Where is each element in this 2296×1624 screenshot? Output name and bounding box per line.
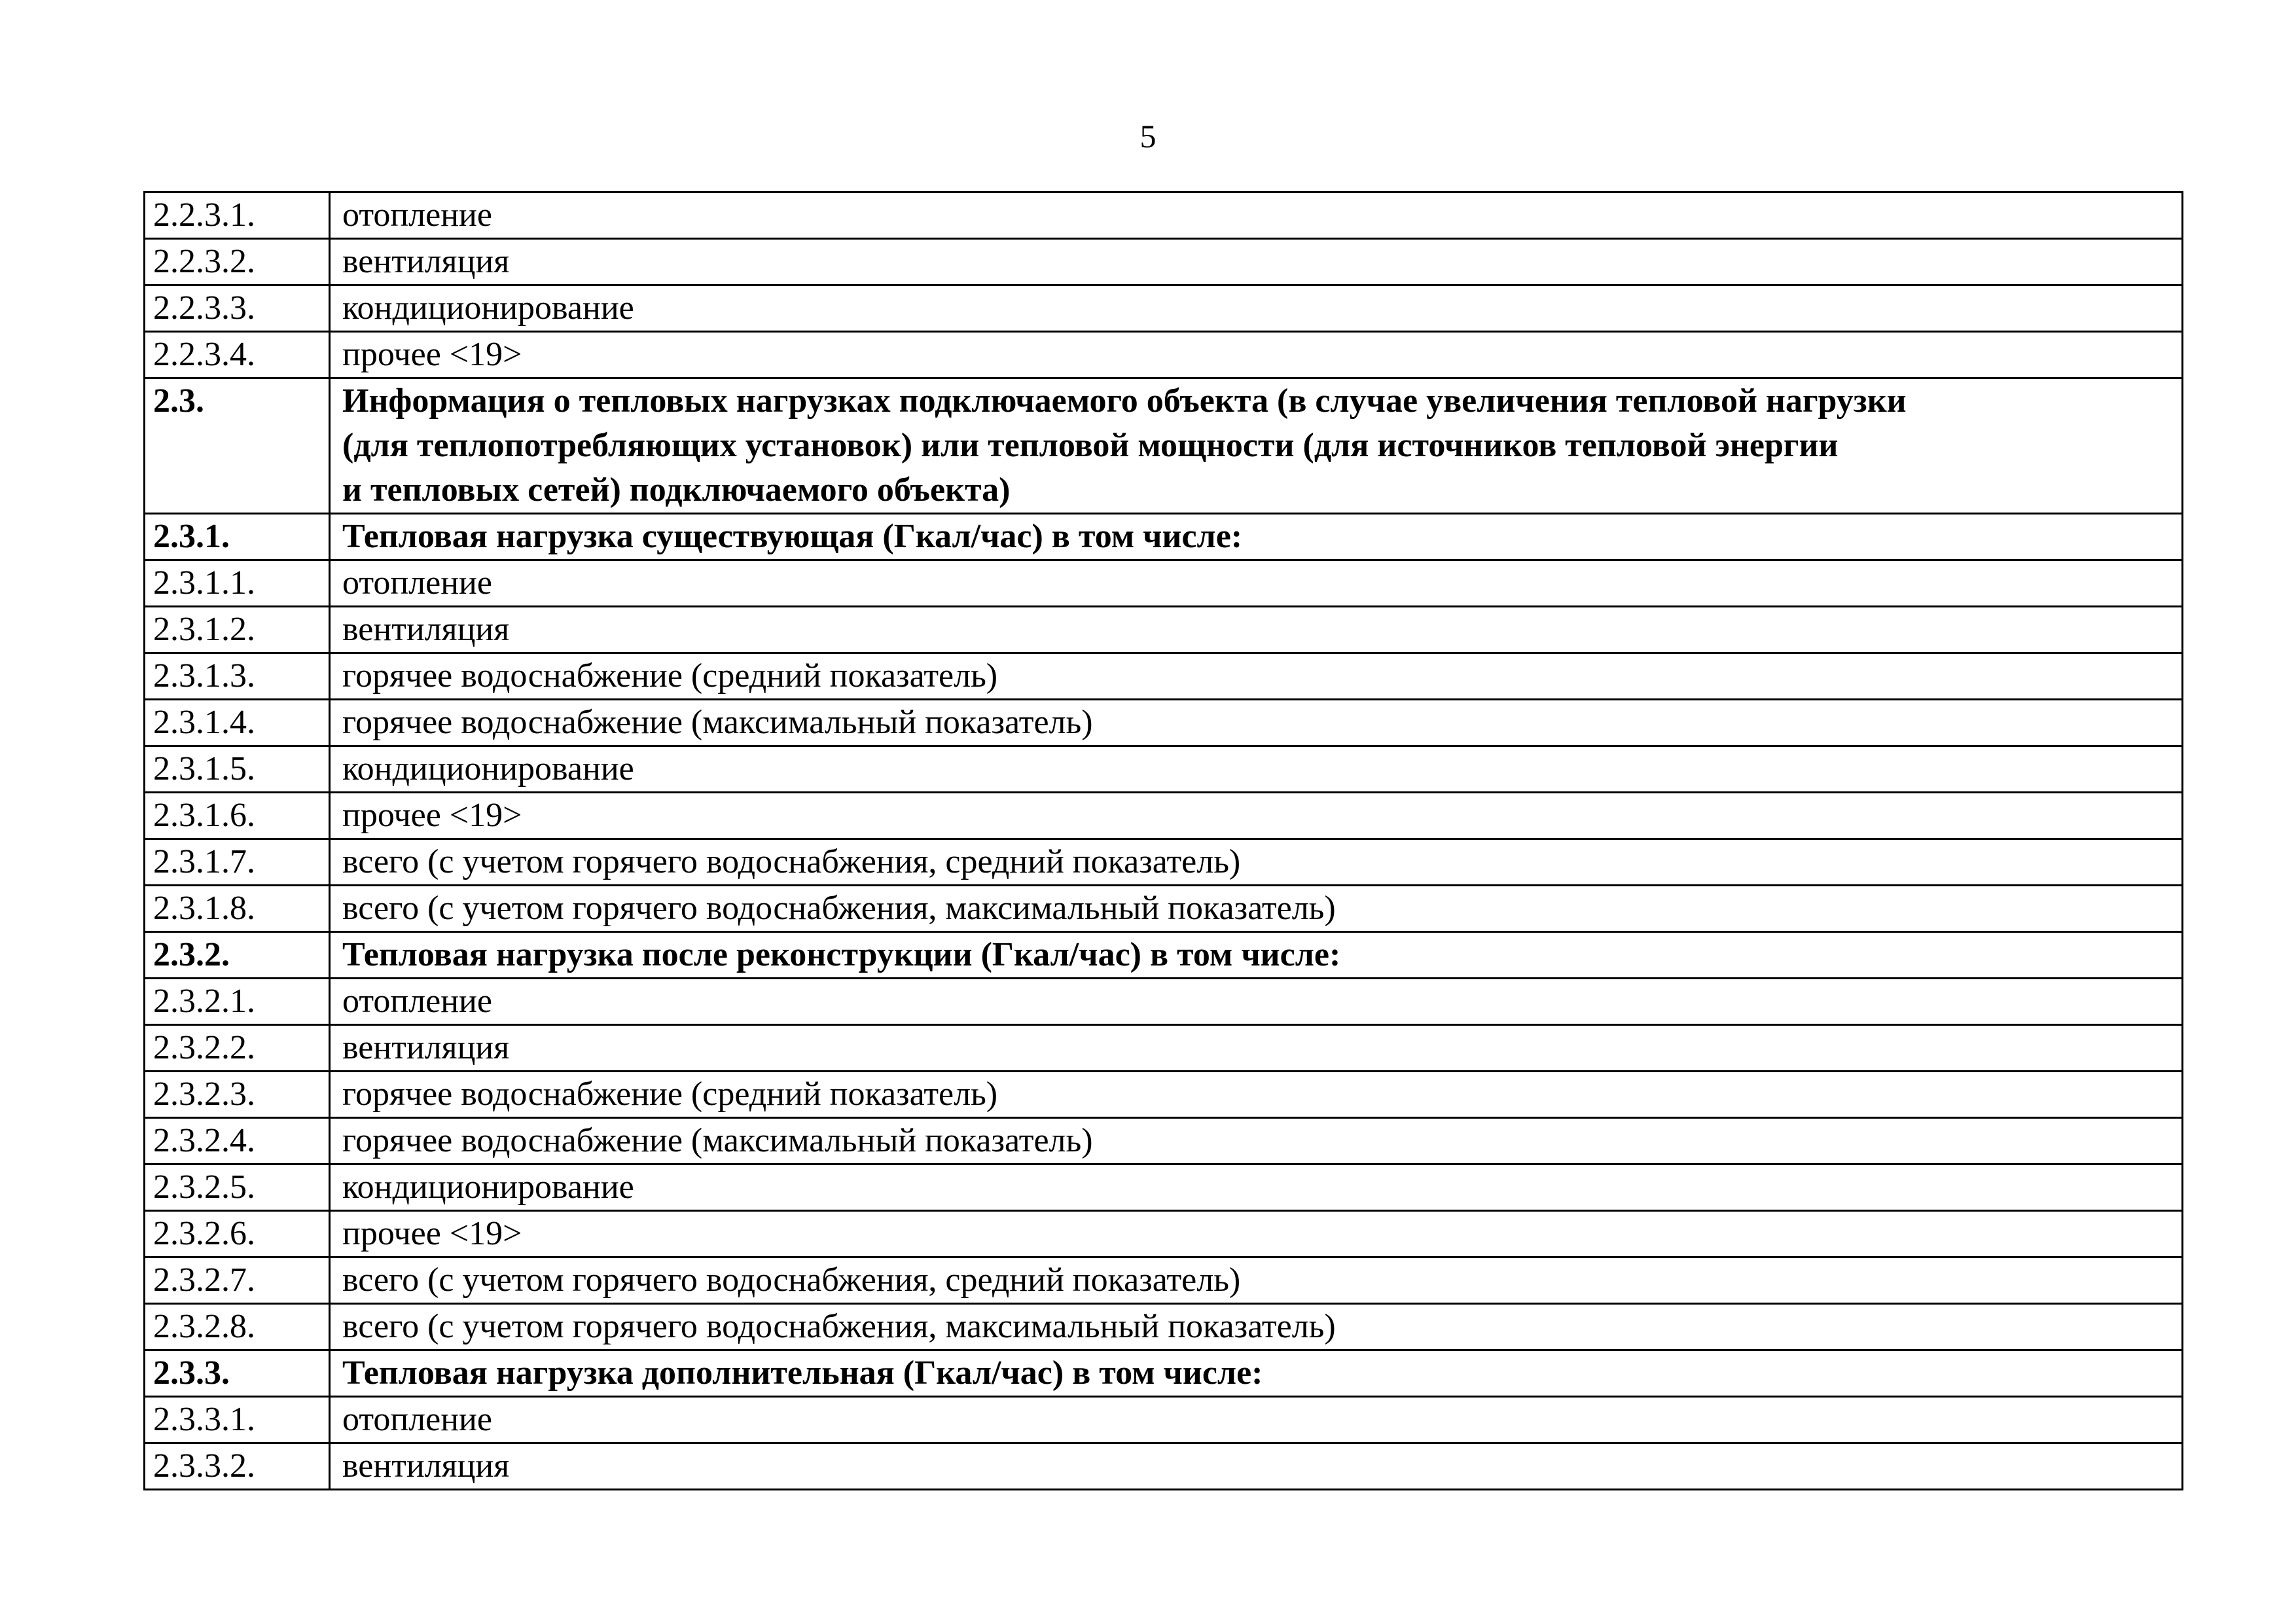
row-text: вентиляция [330,239,2183,285]
row-text: кондиционирование [330,285,2183,332]
section-heading-row [145,378,2183,514]
row-text: всего (с учетом горячего водоснабжения, максимальный показатель) [330,1304,2183,1350]
row-number: 2.3.2.1. [145,979,330,1025]
subsection-heading-row [145,932,2183,979]
row-number: 2.3.2.4. [145,1118,330,1164]
table-row [145,979,2183,1025]
row-text-line: и тепловых сетей) подключаемого объекта) [342,471,1011,509]
row-number: 2.2.3.1. [145,192,330,239]
row-number: 2.2.3.3. [145,285,330,332]
table-row [145,1397,2183,1443]
heat-load-table [143,191,2183,1490]
row-text [330,378,2183,514]
table-row [145,1164,2183,1211]
row-number: 2.3.3.2. [145,1443,330,1490]
table-row [145,285,2183,332]
row-number: 2.3.1.8. [145,886,330,932]
row-text-line: (для теплопотребляющих установок) или тепловой мощности (для источников тепловой энергии [342,427,1839,464]
row-text: горячее водоснабжение (максимальный показатель) [330,1118,2183,1164]
row-text: всего (с учетом горячего водоснабжения, средний показатель) [330,839,2183,886]
row-text: кондиционирование [330,1164,2183,1211]
table-row [145,1025,2183,1072]
row-number: 2.2.3.2. [145,239,330,285]
row-text: горячее водоснабжение (максимальный показатель) [330,700,2183,746]
row-number: 2.3.3. [145,1350,330,1397]
row-text: прочее <19> [330,1211,2183,1257]
table-row [145,1211,2183,1257]
row-text: всего (с учетом горячего водоснабжения, средний показатель) [330,1257,2183,1304]
row-number: 2.3.2. [145,932,330,979]
row-text: кондиционирование [330,746,2183,793]
table-row [145,192,2183,239]
row-number: 2.3.1.6. [145,793,330,839]
row-text: прочее <19> [330,332,2183,378]
table-row [145,700,2183,746]
table-row [145,746,2183,793]
row-number: 2.3.3.1. [145,1397,330,1443]
table-row [145,560,2183,607]
row-text-line: Информация о тепловых нагрузках подключаемого объекта (в случае увеличения тепловой нагрузки [342,382,1907,420]
table-row [145,1118,2183,1164]
row-text: отопление [330,1397,2183,1443]
row-text: горячее водоснабжение (средний показатель) [330,1072,2183,1118]
row-number: 2.3. [145,378,330,514]
row-number: 2.3.1. [145,514,330,560]
row-number: 2.3.2.6. [145,1211,330,1257]
row-text: вентиляция [330,1443,2183,1490]
table-row [145,332,2183,378]
row-text: отопление [330,979,2183,1025]
table-row [145,1257,2183,1304]
row-text: Тепловая нагрузка существующая (Гкал/час) в том числе: [330,514,2183,560]
row-text: прочее <19> [330,793,2183,839]
subsection-heading-row [145,514,2183,560]
row-number: 2.3.1.2. [145,607,330,653]
row-number: 2.3.1.5. [145,746,330,793]
row-number: 2.3.1.4. [145,700,330,746]
row-number: 2.3.2.2. [145,1025,330,1072]
row-text: отопление [330,192,2183,239]
row-number: 2.2.3.4. [145,332,330,378]
row-number: 2.3.1.3. [145,653,330,700]
table-row [145,1443,2183,1490]
row-text: вентиляция [330,607,2183,653]
row-text: отопление [330,560,2183,607]
row-number: 2.3.1.7. [145,839,330,886]
table-row [145,793,2183,839]
table-row [145,239,2183,285]
row-text: Тепловая нагрузка дополнительная (Гкал/час) в том числе: [330,1350,2183,1397]
row-text: всего (с учетом горячего водоснабжения, максимальный показатель) [330,886,2183,932]
table-row [145,886,2183,932]
row-number: 2.3.1.1. [145,560,330,607]
row-number: 2.3.2.5. [145,1164,330,1211]
subsection-heading-row [145,1350,2183,1397]
row-number: 2.3.2.3. [145,1072,330,1118]
row-number: 2.3.2.8. [145,1304,330,1350]
table-row [145,653,2183,700]
table-row [145,1072,2183,1118]
table-row [145,839,2183,886]
page-number: 5 [1139,118,1157,154]
table-row [145,607,2183,653]
row-number: 2.3.2.7. [145,1257,330,1304]
table-row [145,1304,2183,1350]
row-text: горячее водоснабжение (средний показатель) [330,653,2183,700]
row-text: Тепловая нагрузка после реконструкции (Гкал/час) в том числе: [330,932,2183,979]
row-text: вентиляция [330,1025,2183,1072]
